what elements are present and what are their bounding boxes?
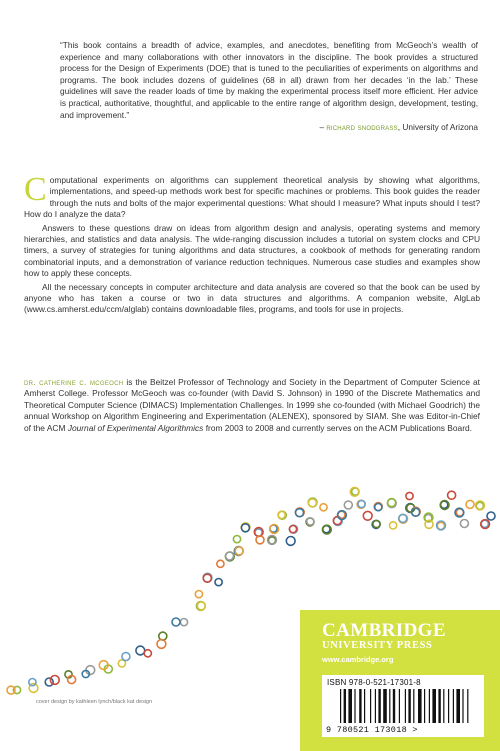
decorative-circle	[344, 501, 352, 509]
cover-design-credit: cover design by kathleen lynch/black kat design	[36, 699, 153, 705]
barcode-bar	[399, 689, 400, 723]
barcode-bar	[424, 689, 425, 723]
decorative-circle	[375, 504, 382, 511]
barcode-bar	[405, 689, 406, 723]
barcode-bar	[364, 689, 365, 723]
decorative-circle	[388, 499, 396, 507]
barcode-number: 9 780521 173018 >	[326, 725, 418, 735]
decorative-circle	[203, 574, 211, 582]
barcode-bar	[383, 689, 387, 723]
barcode-bar	[354, 689, 355, 723]
barcode-bar	[448, 689, 449, 723]
decorative-circle	[466, 500, 474, 508]
barcode-bar	[344, 689, 346, 723]
decorative-circle	[195, 591, 202, 598]
barcode-bar	[413, 689, 414, 723]
decorative-circle	[448, 491, 456, 499]
barcode-bar	[462, 689, 463, 723]
bio-text-2: from 2003 to 2008 and currently serves on the ACM Publications Board.	[203, 422, 472, 433]
decorative-circle	[406, 492, 413, 499]
barcode-bar	[438, 689, 440, 723]
decorative-circle	[136, 646, 145, 655]
decorative-circle	[373, 520, 380, 527]
decorative-circle	[29, 679, 36, 686]
decorative-circle	[460, 520, 468, 528]
decorative-circle	[215, 579, 222, 586]
barcode-bar	[432, 689, 436, 723]
bio-text-1: is the Beitzel Professor of Technology and Society in the Department of Computer Science at Amherst College. Professor McGeoch was co-founder (with David S. Johnson) in 1990 of the Discrete Mathematics and Theoretical Computer Science (DIMACS) Implementation Challenges. In 1999 she co-founded (with Michael Goodrich) the annual Workshop on Algorithm Engineering and Experimentation (ALENEX), sponsored by SIAM. She was Editor-in-Chief of the ACM	[24, 377, 480, 433]
decorative-circle	[320, 504, 327, 511]
publisher-press: UNIVERSITY PRESS	[322, 640, 433, 651]
decorative-circle	[399, 514, 407, 522]
isbn-text: ISBN 978-0-521-17301-8	[327, 678, 421, 687]
barcode-bar	[443, 689, 444, 723]
decorative-circle	[217, 560, 224, 567]
description-p1-text: omputational experiments on algorithms can supplement theoretical analysis by showing what algorithms, implementations, and speed-up methods work best for specific machines or problems. This book guides the reader through the nuts and bolts of the major experimental questions: What should I measure? What inputs should I test? How do I analyze the data?	[24, 175, 480, 220]
decorative-circle	[226, 552, 234, 560]
decorative-circle	[308, 499, 316, 507]
barcode-bar	[456, 689, 460, 723]
decorative-circle	[390, 522, 397, 529]
attribution-affiliation: , University of Arizona	[397, 122, 478, 133]
attribution-dash: –	[319, 122, 327, 133]
barcode-bar	[408, 689, 410, 723]
decorative-circle	[286, 537, 295, 546]
barcode-bar	[378, 689, 380, 723]
barcode-bar	[389, 689, 390, 723]
decorative-circle	[235, 547, 243, 555]
decorative-circle	[180, 619, 187, 626]
decorative-circle	[197, 602, 205, 610]
decorative-circle	[233, 536, 240, 543]
publisher-name: CAMBRIDGE	[322, 620, 446, 641]
barcode-bar	[453, 689, 454, 723]
decorative-circle	[487, 512, 495, 520]
barcode-bar	[340, 689, 341, 723]
author-name: dr. catherine c. mcgeoch	[24, 377, 124, 387]
barcode-bar	[359, 689, 361, 723]
decorative-circle	[157, 640, 166, 649]
quote-text: “This book contains a breadth of advice, examples, and anecdotes, benefiting from McGeoch’s wealth of experience and many collaborations with other innovators in the discipline. The book provides a structured process for the Design of Experiments (DOE) that is tuned to the peculiarities of experiments on algorithms and programs. The book includes dozens of guidelines (68 in all) drawn from her decades ‘in the lab.’ These guidelines will save the reader loads of time by making the experimental process itself more efficient. Her advice is practical, authoritative, thoughtful, and applicable to the entire range of algorithm design, development, testing, and improvement.”	[60, 40, 478, 120]
decorative-circle	[144, 650, 151, 657]
decorative-circle	[307, 518, 314, 525]
attribution-name: richard snodgrass	[326, 122, 398, 133]
decorative-circle	[172, 618, 180, 626]
barcode-bar	[418, 689, 422, 723]
decorative-circle	[296, 509, 304, 517]
publisher-url: www.cambridge.org	[322, 655, 394, 664]
barcode-bar	[393, 689, 395, 723]
barcode-bar	[375, 689, 376, 723]
decorative-circle	[363, 511, 372, 520]
journal-title: Journal of Experimental Algorithmics	[67, 422, 204, 433]
decorative-circle	[241, 524, 249, 532]
decorative-circle	[45, 678, 53, 686]
barcode-bar	[370, 689, 371, 723]
decorative-circle	[289, 526, 296, 533]
description-paragraph-3: All the necessary concepts in computer architecture and data analysis are covered so that the book can be used by anyone who has taken a course or two in data structures and algorithms. A companion website, AlgLab (www.cs.amherst.edu/ccm/alglab) contains downloadable files, programs, and tools for use in projects.	[24, 281, 480, 315]
decorative-circle	[278, 511, 285, 518]
decorative-circle	[122, 653, 130, 661]
barcode-block	[322, 675, 484, 737]
description-paragraph-2: Answers to these questions draw on ideas from algorithm design and analysis, operating systems and memory hierarchies, and statistics and data analysis. The wide-ranging discussion includes a tutorial on system clocks and CPU timers, a survey of strategies for tuning algorithms and data structures, a cookbook of methods for generating random combinatorial inputs, and a demonstration of variance reduction techniques. Numerous case studies and examples show how to apply these concepts.	[24, 222, 480, 279]
barcode-bar	[348, 689, 352, 723]
barcode-bar	[429, 689, 430, 723]
drop-cap: C	[24, 171, 47, 208]
barcode-bar	[467, 689, 468, 723]
decorative-circle	[358, 500, 365, 507]
